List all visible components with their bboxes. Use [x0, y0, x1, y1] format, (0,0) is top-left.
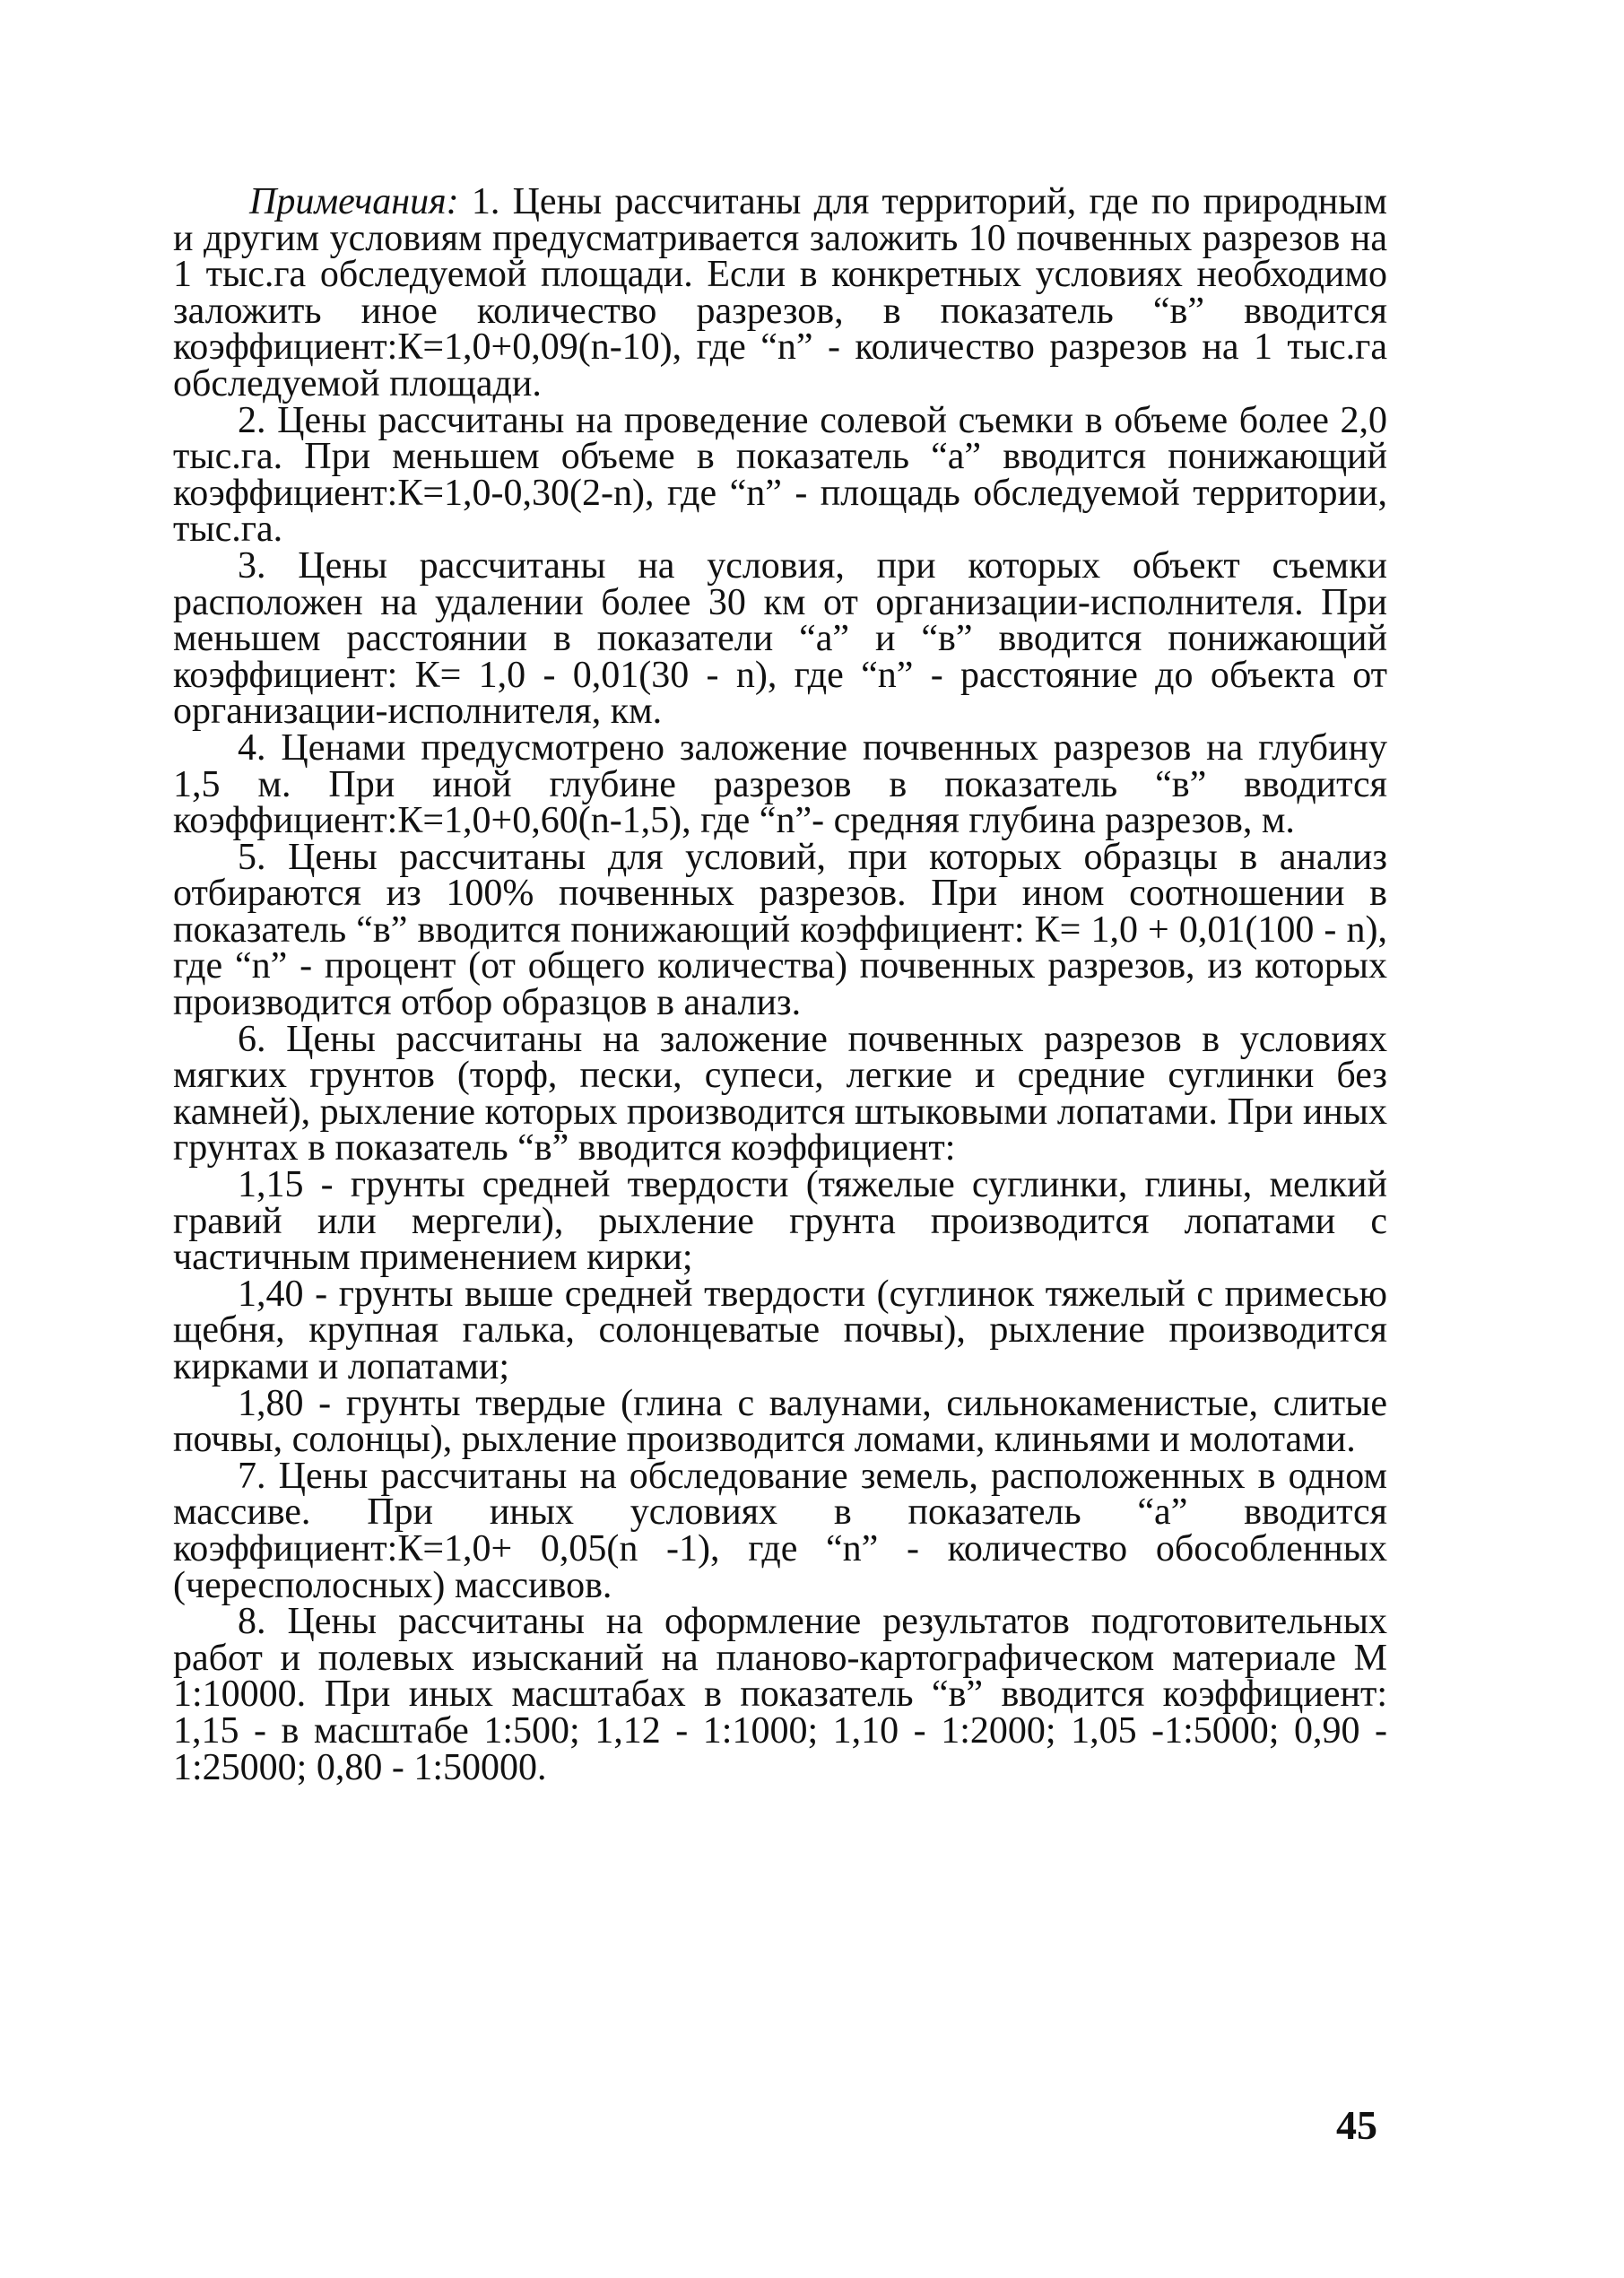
notes-section [173, 181, 1387, 1788]
note-8: 8. Цены рассчитаны на оформление результатов подготовительных работ и полевых изысканий на планово-картографическом материале М 1:10000. При иных масштабах в показатель “в” вводится коэффициент: 1,15 - в масштабе 1:500; 1,12 - 1:1000; 1,10 - 1:2000; 1,05 -1:5000; 0,90 - 1:25000; 0,80 - 1:50000. [173, 1601, 1387, 1788]
note-6: 6. Цены рассчитаны на заложение почвенных разрезов в условиях мягких грунтов (торф, пески, супеси, легкие и средние суглинки без камней), рыхление которых производится штыковыми лопатами. При иных грунтах в показатель “в” вводится коэффициент: [173, 1018, 1387, 1169]
note-6-coefficient-1-80: 1,80 - грунты твердые (глина с валунами, сильнокаменистые, слитые почвы, солонцы), рыхление производится ломами, клиньями и молотами. [173, 1382, 1387, 1461]
note-4: 4. Ценами предусмотрено заложение почвенных разрезов на глубину 1,5 м. При иной глубине разрезов в показатель “в” вводится коэффициент:К=1,0+0,60(n-1,5), где “n”- средняя глубина разрезов, м. [173, 726, 1387, 842]
note-2: 2. Цены рассчитаны на проведение солевой съемки в объеме более 2,0 тыс.га. При меньшем объеме в показатель “а” вводится понижающий коэффициент:К=1,0-0,30(2-n), где “n” - площадь обследуемой территории, тыс.га. [173, 399, 1387, 551]
page-number: 45 [1336, 2102, 1377, 2148]
notes-label: Примечания: [249, 181, 459, 222]
note-7: 7. Цены рассчитаны на обследование земель, расположенных в одном массиве. При иных условиях в показатель “а” вводится коэффициент:К=1,0+ 0,05(n -1), где “n” - количество обособленных (чересполосных) массивов. [173, 1455, 1387, 1606]
note-6-coefficient-1-40: 1,40 - грунты выше средней твердости (суглинок тяжелый с примесью щебня, крупная галька, солонцеватые почвы), рыхление производится кирками и лопатами; [173, 1273, 1387, 1387]
note-5: 5. Цены рассчитаны для условий, при которых образцы в анализ отбираются из 100% почвенных разрезов. При ином соотношении в показатель “в” вводится понижающий коэффициент: К= 1,0 + 0,01(100 - n), где “n” - процент (от общего количества) почвенных разрезов, из которых производится отбор образцов в анализ. [173, 836, 1387, 1024]
note-6-coefficient-1-15: 1,15 - грунты средней твердости (тяжелые суглинки, глины, мелкий гравий или мергели), рыхление грунта производится лопатами с частичным применением кирки; [173, 1164, 1387, 1279]
note-3: 3. Цены рассчитаны на условия, при которых объект съемки расположен на удалении более 30 км от организации-исполнителя. При меньшем расстоянии в показатели “а” и “в” вводится понижающий коэффициент: К= 1,0 - 0,01(30 - n), где “n” - расстояние до объекта от организации-исполнителя, км. [173, 544, 1387, 733]
note-1 [173, 181, 1387, 404]
note-1-text: 1. Цены рассчитаны для территорий, где по природным и другим условиям предусматривается заложить 10 почвенных разрезов на 1 тыс.га обследуемой площади. Если в конкретных условиях необходимо заложить иное количество разрезов, в показатель “в” вводится коэффициент:К=1,0+0,09(n-10), где “n” - количество разрезов на 1 тыс.га обследуемой площади. [173, 181, 1387, 404]
